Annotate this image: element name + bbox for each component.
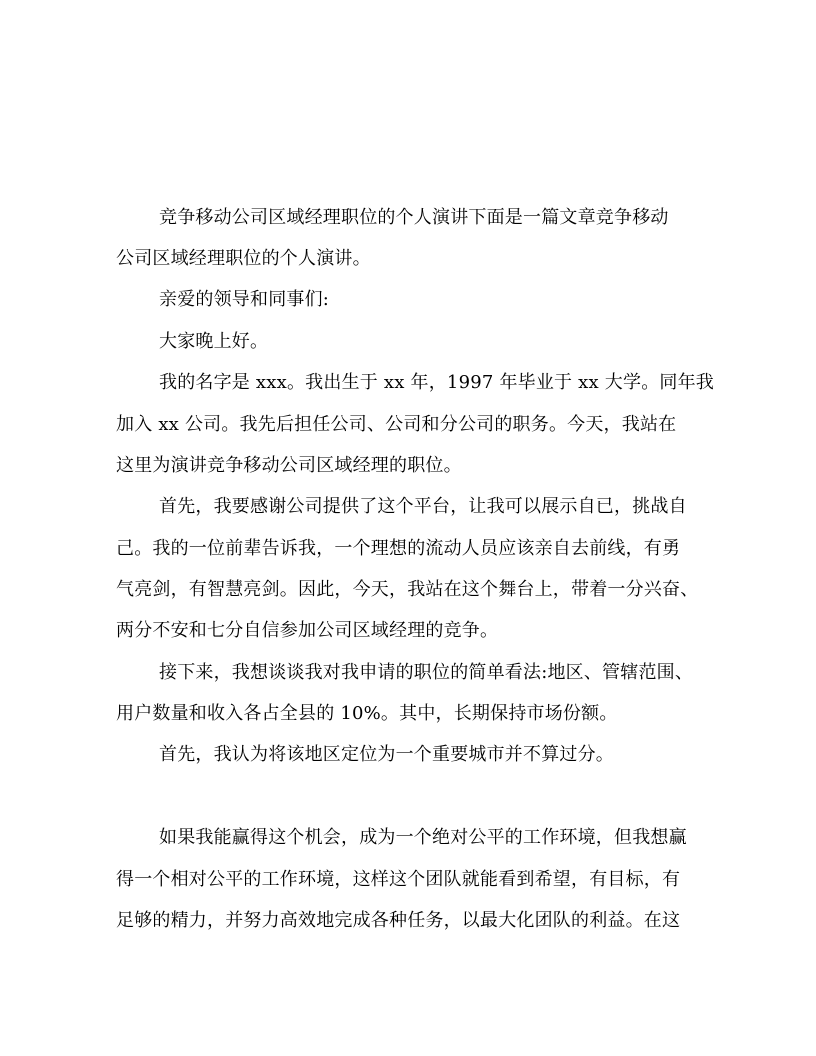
paragraph-6-line-1: 接下来，我想谈谈我对我申请的职位的简单看法:地区、管辖范围、 [159, 662, 694, 683]
paragraph-8-line-3: 足够的精力，并努力高效地完成各种任务，以最大化团队的利益。在这 [116, 910, 681, 931]
paragraph-8-line-1: 如果我能赢得这个机会，成为一个绝对公平的工作环境，但我想赢 [159, 827, 687, 848]
paragraph-5-line-3: 气亮剑，有智慧亮剑。因此，今天，我站在这个舞台上，带着一分兴奋、 [116, 579, 699, 600]
paragraph-3-line-1: 大家晚上好。 [159, 331, 269, 352]
paragraph-6-line-2: 用户数量和收入各占全县的 10%。其中，长期保持市场份额。 [116, 703, 618, 724]
paragraph-5-line-2: 己。我的一位前辈告诉我，一个理想的流动人员应该亲自去前线，有勇 [116, 538, 681, 559]
paragraph-2-line-1: 亲爱的领导和同事们: [159, 289, 330, 310]
paragraph-1-line-1: 竞争移动公司区域经理职位的个人演讲下面是一篇文章竞争移动 [159, 207, 669, 228]
paragraph-1-line-2: 公司区域经理职位的个人演讲。 [116, 248, 371, 269]
paragraph-5-line-1: 首先，我要感谢公司提供了这个平台，让我可以展示自已，挑战自 [159, 496, 687, 517]
paragraph-5-line-4: 两分不安和七分自信参加公司区域经理的竞争。 [116, 620, 499, 641]
paragraph-8-line-2: 得一个相对公平的工作环境，这样这个团队就能看到希望，有目标，有 [116, 869, 681, 890]
paragraph-4-line-1: 我的名字是 xxx。我出生于 xx 年，1997 年毕业于 xx 大学。同年我 [159, 372, 714, 393]
paragraph-4-line-2: 加入 xx 公司。我先后担任公司、公司和分公司的职务。今天，我站在 [116, 414, 677, 435]
paragraph-7-line-1: 首先，我认为将该地区定位为一个重要城市并不算过分。 [159, 744, 614, 765]
paragraph-4-line-3: 这里为演讲竞争移动公司区域经理的职位。 [116, 455, 462, 476]
